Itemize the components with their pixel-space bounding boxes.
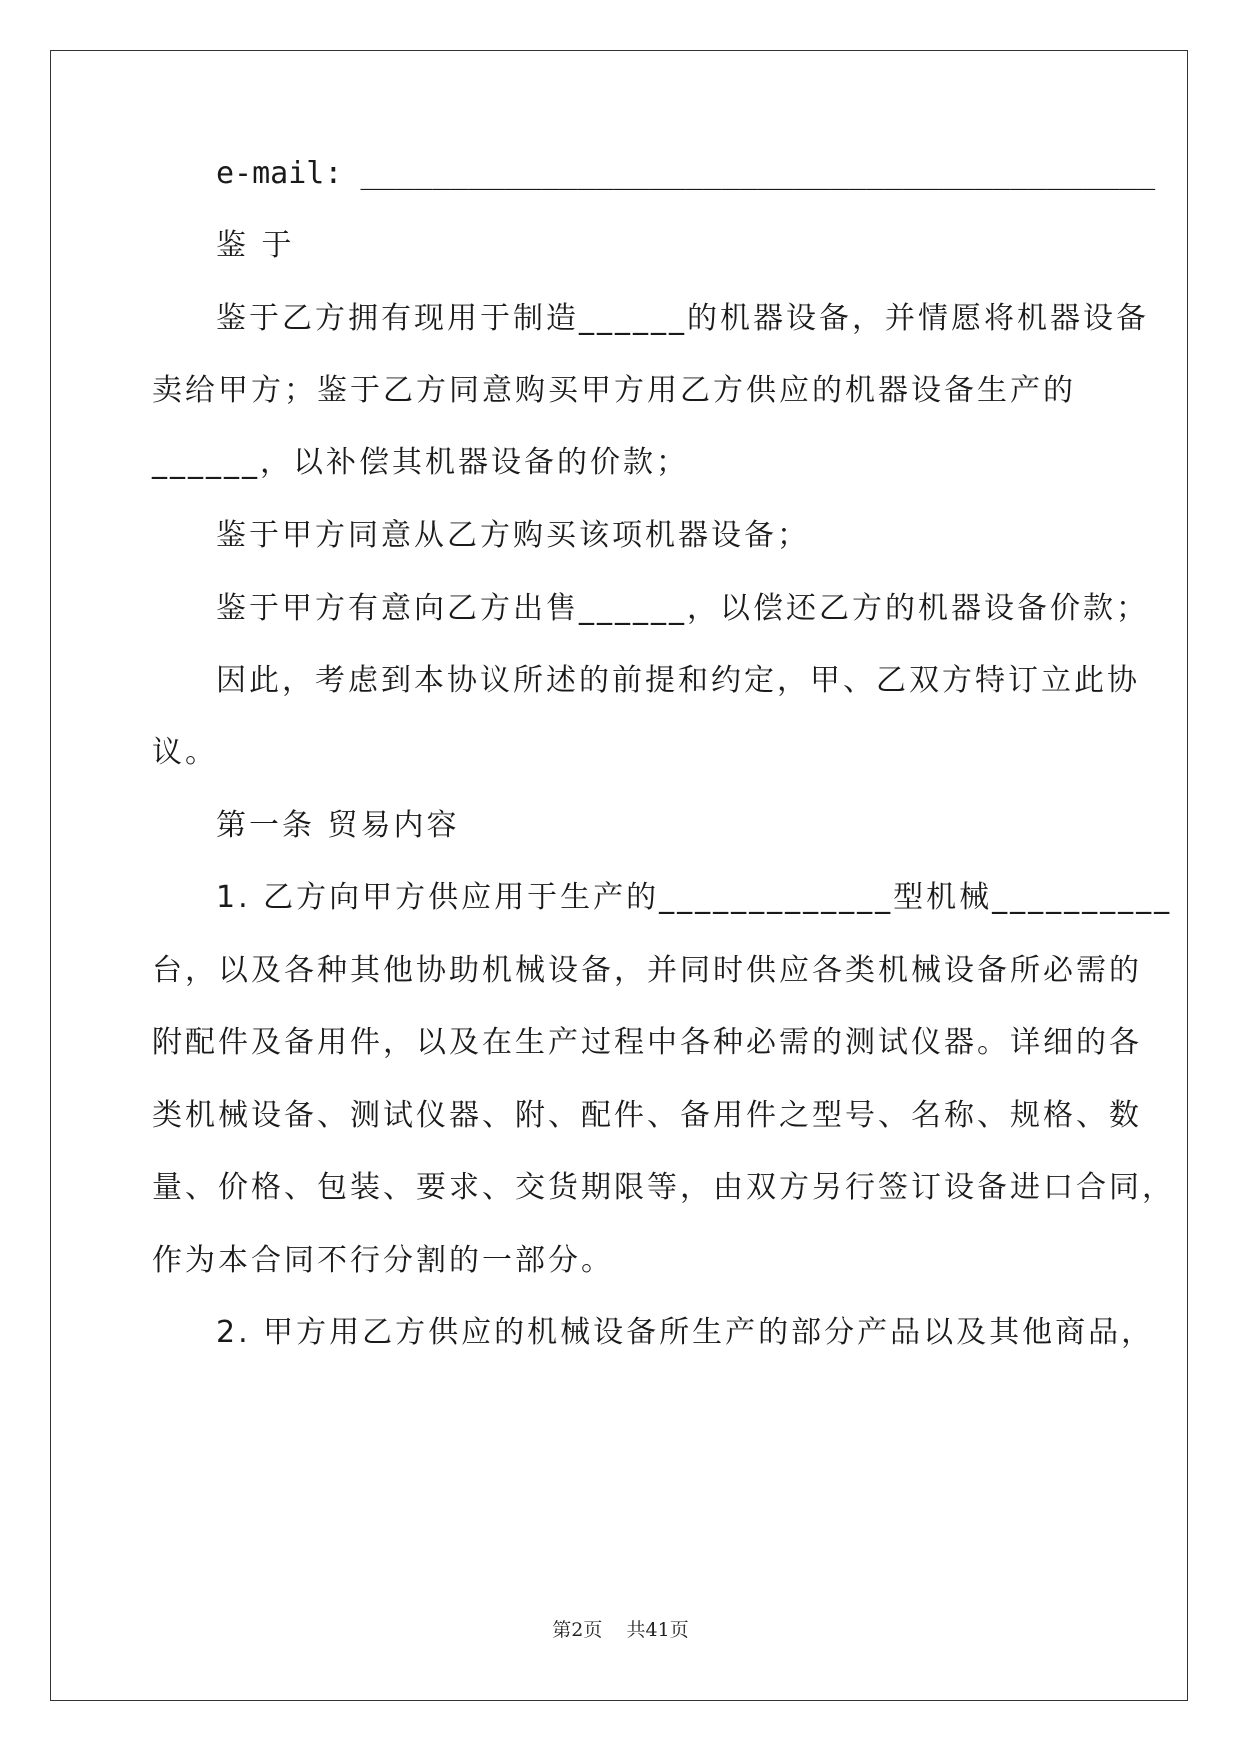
page-footer: [0, 1618, 1241, 1642]
paragraph-line: 1. 乙方向甲方供应用于生产的_____________型机械__________: [216, 880, 1173, 915]
paragraph-line: 量、价格、包装、要求、交货期限等，由双方另行签订设备进口合同，: [152, 1170, 1175, 1205]
paragraph-line: 台，以及各种其他协助机械设备，并同时供应各类机械设备所必需的: [152, 953, 1142, 988]
paragraph-line: 类机械设备、测试仪器、附、配件、备用件之型号、名称、规格、数: [152, 1098, 1142, 1133]
paragraph-line: 鉴于乙方拥有现用于制造______的机器设备，并情愿将机器设备: [216, 301, 1149, 336]
page-border: [50, 50, 1188, 1701]
paragraph-line: 议。: [152, 735, 218, 770]
email-line: e-mail: ____________________________________________: [216, 156, 1156, 191]
paragraph-line: 因此，考虑到本协议所述的前提和约定，甲、乙双方特订立此协: [216, 663, 1140, 698]
article-heading: 第一条 贸易内容: [216, 808, 460, 843]
paragraph-line: 作为本合同不行分割的一部分。: [152, 1243, 614, 1278]
paragraph-line: 卖给甲方；鉴于乙方同意购买甲方用乙方供应的机器设备生产的: [152, 373, 1076, 408]
paragraph-line: 附配件及备用件，以及在生产过程中各种必需的测试仪器。详细的各: [152, 1025, 1142, 1060]
paragraph-line: 鉴于甲方同意从乙方购买该项机器设备；: [216, 518, 810, 553]
paragraph-line: 鉴于甲方有意向乙方出售______，以偿还乙方的机器设备价款；: [216, 591, 1149, 626]
page-number: 第2页: [552, 1619, 603, 1641]
page-total: 共41页: [626, 1619, 689, 1641]
whereas-heading: 鉴 于: [216, 228, 295, 263]
paragraph-line: 2. 甲方用乙方供应的机械设备所生产的部分产品以及其他商品，: [216, 1315, 1155, 1350]
paragraph-line: ______，以补偿其机器设备的价款；: [152, 445, 689, 480]
